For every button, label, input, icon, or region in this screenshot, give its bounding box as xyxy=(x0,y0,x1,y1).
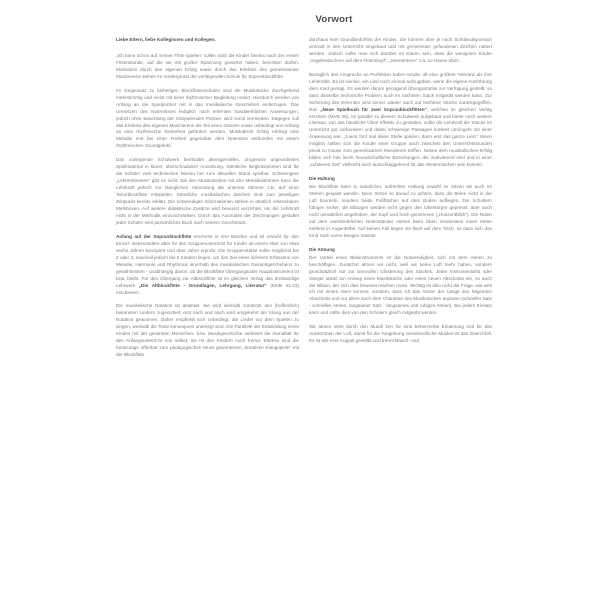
left-paragraph-2: Im Gegensatz zu bisherigen Blockflötenschulen sind die Musikstücke durchgehend mehrstimmig und meist mit einer rhythmischer Begleitung notiert. Hierdurch werden von Anfang an die Spielpartner mit in das musikalische Geschehen einbezogen. Das Umsetzen des Notentextes lediglich nach erlernten handwerklichen Anweisungen, jedoch ohne Beachtung der mitspielenden Partner, wird somit vermieden. Dagegen soll das Erlebnis des eigenen Musizierens als Teil eines Ganzen sowie unbedingt von Anfang an eine rhythmische Sicherheit gefördert werden. Musikalisch richtig erklingt eine Melodie erst bei einer Freiheit gegenüber dem Notentext verbunden mit einem rhythmischen Grundgefühl. xyxy=(116,87,299,149)
paragraph-die-haltung: Die Blockflöte kann in natürlicher, aufrechter Haltung sowohl im Sitzen als auch im Stehen gespielt werden. Beim Sitzen ist darauf zu achten, dass die Beine nicht in der Luft baumeln, sondern beide Fußflächen auf dem Boden aufliegen. Die Schultern hängen locker, die Ellbogen werden nicht gegen den Oberkörper gepresst, aber auch nicht unnatürlich angehoben, der Kopf wird hoch genommen („Horizontblick“). Die Noten auf dem unentbehrlichen Notenständer stehen beim Üben mindestens einen Meter entfernt in Augenhöhe. Auf keinen Fall liegen sie flach auf dem Tisch, so dass sich das Kind nach vorne beugen müsste. xyxy=(309,184,492,238)
method-title-soprano: Anfang auf der Sopranblockflöte xyxy=(116,233,192,239)
right-paragraph-1: durchaus kein Grundbedürfnis der Kinder. Sie können aber je nach Schülerdisposition sinnvoll in den Unterricht eingebaut und mit gemeinsam gefundenen Zeichen notiert werden. Jedoch sollte man sich darüber im Klaren sein, dass die wenigsten Kinder „Vogelzwitschern auf dem Flötenkopf“, „Sirenentöne“ o.ä. zu Hause üben. xyxy=(309,37,492,63)
page-title: Vorwort xyxy=(315,14,353,25)
left-paragraph-4-end: (MVB 41-43) erschienen. xyxy=(116,282,299,295)
heading-die-atmung: Die Atmung xyxy=(309,246,335,252)
salutation: Liebe Eltern, liebe Kolleginnen und Kollegen, xyxy=(116,37,216,42)
right-paragraph-last: Wir atmen stets durch den Mund! Der für eine beherrschte Einatmung und für das Ausströmen der Luft, damit für die Tongebung verantwortliche Muskel ist das Zwerchfell. Es ist wie eine Kuppel gewölbt und trennt Bauch- und xyxy=(309,324,492,344)
right-column xyxy=(309,37,492,345)
left-paragraph-4-text: erscheint in drei Bänden und ist sowohl für den Einzel- insbesondere aber für den Gruppenunterricht für Kinder ab einem Alter von etwa sechs Jahren konzipiert und über Jahre erprobt. Die Gruppenstärke sollte möglichst bei 2 oder 3, maximal jedoch bei 5 Kindern liegen, um das Ziel eines sicheren Erfassens von Melodie, Harmonie und Rhythmus innerhalb des musikalischen Gesamtgeschehens zu gewährleisten - unabhängig davon, ob die Blockflöte Übergangsoder Hauptinstrument ist bzw. bleibt. Für den Übergang zur Altblockflöte ist im gleichen Verlag das dreibändige Lehrwerk xyxy=(116,233,299,288)
left-paragraph-3: Das vorliegende Schulwerk beinhaltet altersgemälles, progressiv angeordnetes Spielmaterial in klarer, überschaubarer Anordnung. Sämtliche Begleitstimmen sind für die Schüler vom technischen Niveau her zum aktuellen Stand spielbar. Schwierigere „Lehrerstimmen“ gibt es nicht. Bei den Musikstücken mit drei Melodiestimmen kann die Lehrkraft jedoch zur klanglichen Abrundung die unterste Stimme z.B. auf einer Tenorblockflöte mitspielen. Sämtliche musikalischen Zeichen sind zum jeweiligen Zeitpunkt bereits erklärt. Die notwendigen Informationen stehen in deutlich erkennbaren Merkboxen. Auf weitere didaktische Zusätze wird bewusst verzichtet, um die Lehrkraft nicht in der Methodik einzuschränken. Durch das Ausmalen der Zeichnungen gestaltet jeder Schüler sein persönliches Buch nach seinem Geschmack. xyxy=(116,157,299,225)
two-column-layout xyxy=(116,37,492,359)
right-paragraph-2-end: , welches im gleichen Verlag erschien (MVB 36), ist parallel zu diesem Schulwerk aufgebaut und bietet noch weitere Literatur. Um das häusliche Üben effektiv zu gestalten, sollte die Lehrkraft die Stücke im Unterricht gut vorbereiten und dabei schwierige Passagen konkret umringeln mit einer Anweisung wie: „zuerst fünf mal diese Stelle spielen, dann erst das ganze Lied.“ Wenn möglich sollten sich die Kinder einer Gruppe auch zwischen den Unterrichtsstunden privat zu Hause zum gemeinsamen Musizieren treffen. Neben dem musikalischen Erfolg bilden sich hier leicht freundschaftliche Beziehungen, die motivierend sind und in einer „schweren Zeit“ vielleicht auch ausschlaggebend für das Weitermachen sein können. xyxy=(309,106,492,168)
left-paragraph-4 xyxy=(116,234,299,297)
paragraph-die-atmung: Der Vorteil eines Blasinstruments ist die Notwendigkeit, sich mit dem Atmen zu beschäftigen. Zunächst atmen wir nicht, weil wir keine Luft mehr haben, sondern grundsätzlich nur zur sinnvollen Gliederung des Stückes. Jeder Instrumentalist oder Sänger atmet am Anfang eines Musikstücks oder eines neuen Abschnitts ein, so auch der Bläser, der sich dies bewusst machen muss. Wichtig ist also nicht die Frage, wie weit ich mit einem Atem komme, sondern, dass ich das Atmen der Länge des folgenden Abschnitts und vor allem auch dem Charakter des Musikstückes anpasse (schneller Satz - schnelles Atmen, langsamer Satz - langsames und ruhiges Atmen). Bei jedem Einsatz kann und sollte dies von den Schülern gleich mitgeübt werden. xyxy=(309,254,492,316)
right-paragraph-2-start: Bezüglich des Anspruchs an Perfektion haben Kinder oft eine größere Toleranz als ihre Lehrkräfte. Es ist sinnlos, ein Lied noch einmal aufzugeben, wenn die eigene Ausführung dem Kind genügt. Es werden darum genügend Übungsstücke zur Verfügung gestellt, so dass dasselbe technische Problem auch im nächsten Stück mitgeübt werden kann. Zur Sicherung des Erlernten wird immer wieder auch auf leichtere Stücke zurückgegriffen. Das xyxy=(309,71,492,112)
left-paragraph-1: „Ich kann schon auf meiner Flöte spielen“ sollen stolz die Kinder bereits nach der ersten Flötenstunde, auf die sie mit großer Spannung gewartet haben, berichten dürfen. Motivation durch den eigenen Erfolg sowie durch das Erlebnis des gemeinsamen Musizierens stehen im Vordergrund der vorliegenden Schule für Sopranblockflöte. xyxy=(116,52,299,79)
method-title-alto: „Die Altblockflöte - Grundlagen, Lehrgang, Literatur“ xyxy=(138,282,267,288)
left-paragraph-5: Die musikalische Notation ist abstrakt. Sie wird deshalb zunächst den (hoffentlich) bekannten Liedern zugeordnet; erst nach und nach wird umgekehrt der Klang aus der Notation gewonnen. Daher empfiehlt sich unbedingt, die Lieder vor dem Spielen zu singen, weshalb die Texte konsequent unterlegt sind. Die Parallele der Entwicklung eines Kindes mit der gesamten Menschen- bzw. Musikgeschichte verbietet die Atonalität für den Anfangsunterricht von selbst; sie ist den Kindern noch fremd. Ebenso sind die heutzutage offenbar zum pädagogischen Muss gewordenen „kreativen Klangspiele“ mit der Blockflöte xyxy=(116,303,299,358)
heading-die-haltung: Die Haltung xyxy=(309,176,335,182)
right-paragraph-2 xyxy=(309,72,492,169)
book-title-spielbuch: „Neue Spielbuch für zwei Sopranblockflöten“ xyxy=(320,106,427,112)
left-column xyxy=(116,37,299,359)
